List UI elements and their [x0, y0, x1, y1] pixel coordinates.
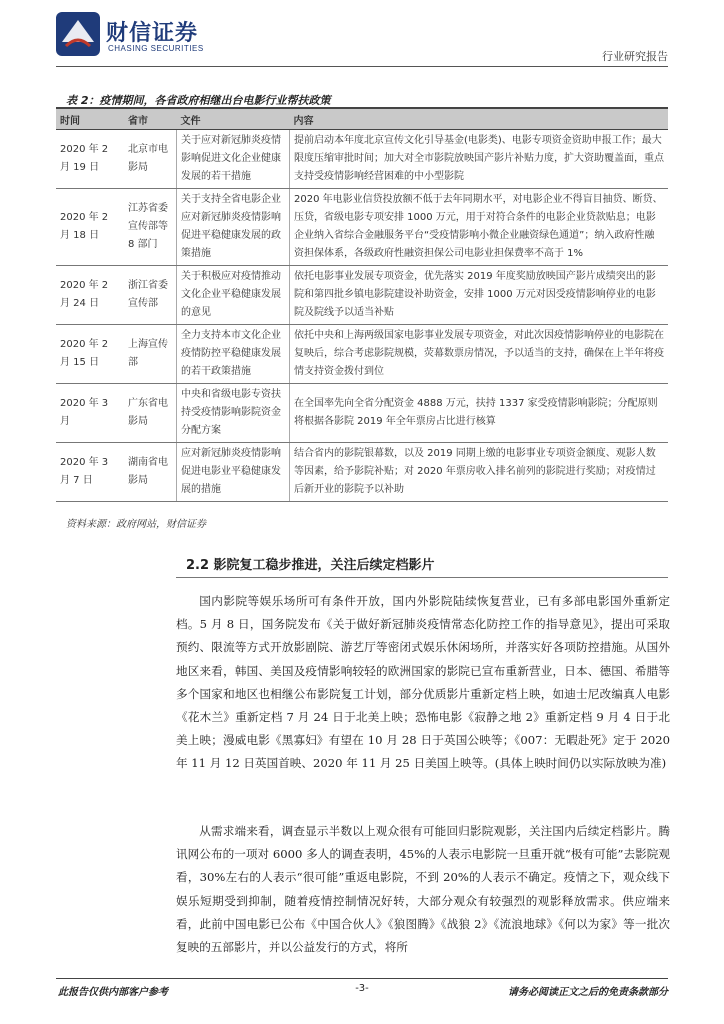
- header-divider: [56, 66, 668, 67]
- cell-time: 2020 年 2 月 19 日: [56, 130, 124, 189]
- cell-province: 上海宣传部: [124, 325, 177, 384]
- table-row: [56, 266, 668, 325]
- cell-province: 广东省电影局: [124, 384, 177, 443]
- cell-time: 2020 年 3 月 7 日: [56, 443, 124, 502]
- header-time: 时间: [56, 108, 124, 130]
- table-row: [56, 130, 668, 189]
- table-source-note: 资料来源：政府网站，财信证券: [66, 519, 206, 530]
- cell-content: 在全国率先向全省分配资金 4888 万元，扶持 1337 家受疫情影响影院；分配原则将根据各影院 2019 年全年票房占比进行核算: [290, 384, 669, 443]
- cell-province: 湖南省电影局: [124, 443, 177, 502]
- cell-province: 浙江省委宣传部: [124, 266, 177, 325]
- cell-document: 中央和省级电影专资扶持受疫情影响影院资金分配方案: [177, 384, 290, 443]
- section-heading: 2.2 影院复工稳步推进，关注后续定档影片: [186, 558, 435, 573]
- cell-province: 江苏省委宣传部等 8 部门: [124, 189, 177, 266]
- page-number: -3-: [355, 983, 369, 994]
- header-content: 内容: [290, 108, 669, 130]
- table-row: [56, 384, 668, 443]
- cell-time: 2020 年 2 月 15 日: [56, 325, 124, 384]
- cell-document: 全力支持本市文化企业疫情防控平稳健康发展的若干政策措施: [177, 325, 290, 384]
- company-name-en: CHASING SECURITIES: [108, 44, 204, 53]
- company-logo-icon: [56, 12, 100, 56]
- cell-document: 关于应对新冠肺炎疫情影响促进文化企业健康发展的若干措施: [177, 130, 290, 189]
- table-row: [56, 189, 668, 266]
- footer-disclaimer-left: 此报告仅供内部客户参考: [58, 987, 168, 998]
- footer-disclaimer-right: 请务必阅读正文之后的免责条款部分: [508, 987, 668, 998]
- footer-divider: [56, 978, 668, 979]
- cell-content: 依托电影事业发展专项资金，优先落实 2019 年度奖励放映国产影片成绩突出的影院和第四批乡镇电影院建设补助资金，安排 1000 万元对因受疫情影响停业的电影院及院线予以适当补贴: [290, 266, 669, 325]
- cell-time: 2020 年 2 月 24 日: [56, 266, 124, 325]
- cell-content: 提前启动本年度北京宣传文化引导基金(电影类)、电影专项资金资助申报工作；最大限度压缩审批时间；加大对全市影院放映国产影片补贴力度，扩大资助覆盖面，重点支持受疫情影响经营困难的中小型影院: [290, 130, 669, 189]
- cell-time: 2020 年 2 月 18 日: [56, 189, 124, 266]
- table-header-row: [56, 108, 668, 130]
- body-paragraph: 从需求端来看，调查显示半数以上观众很有可能回归影院观影，关注国内后续定档影片。腾讯网公布的一项对 6000 多人的调查表明，45%的人表示电影院一旦重开就“极有可能”去影院观看，30%左右的人表示“很可能”重返电影院，不到 20%的人表示不确定。疫情之下，观众线下娱乐短期受到抑制，随着疫情控制情况好转，大部分观众有较强烈的观影释放需求。供应端来看，此前中国电影已公布《中国合伙人》《狼图腾》《战狼 2》《流浪地球》《何以为家》等一批次复映的五部影片，并以公益发行的方式，将所: [176, 824, 670, 955]
- table-row: [56, 443, 668, 502]
- cell-content: 依托中央和上海两级国家电影事业发展专项资金，对此次因疫情影响停业的电影院在复映后，综合考虑影院规模，荧幕数票房情况，予以适当的支持，确保在上半年将疫情支持资金拨付到位: [290, 325, 669, 384]
- cell-time: 2020 年 3 月: [56, 384, 124, 443]
- header-document: 文件: [177, 108, 290, 130]
- table-caption: 表 2：疫情期间，各省政府相继出台电影行业帮扶政策: [66, 94, 331, 107]
- cell-province: 北京市电影局: [124, 130, 177, 189]
- cell-content: 结合省内的影院银幕数，以及 2019 同期上缴的电影事业专项资金额度、观影人数等因素，给予影院补贴；对 2020 年票房收入排名前列的影院进行奖励；对疫情过后新开业的影院予以补助: [290, 443, 669, 502]
- header-province: 省市: [124, 108, 177, 130]
- cell-document: 应对新冠肺炎疫情影响促进电影业平稳健康发展的措施: [177, 443, 290, 502]
- table-row: [56, 325, 668, 384]
- cell-content: 2020 年电影业信贷投放额不低于去年同期水平，对电影企业不得盲目抽贷、断贷、压贷，省级电影专项安排 1000 万元，用于对符合条件的电影企业贷款贴息；电影企业纳入省综合金融服务平台“受疫情影响小微企业融资绿色通道”；纳入政府性融资担保体系，各级政府性融资担保公司电影业担保费率不高于 1%: [290, 189, 669, 266]
- company-name-cn: 财信证券: [106, 21, 199, 46]
- body-paragraph: 国内影院等娱乐场所可有条件开放，国内外影院陆续恢复营业，已有多部电影国外重新定档。5 月 8 日，国务院发布《关于做好新冠肺炎疫情常态化防控工作的指导意见》，提出可采取预约、限流等方式开放影剧院、游艺厅等密闭式娱乐休闲场所，并落实好各项防控措施。从国外地区来看，韩国、美国及疫情影响较轻的欧洲国家的影院已宣布重新营业，日本、德国、希腊等多个国家和地区也相继公布影院复工计划，部分优质影片重新定档上映，如迪士尼改编真人电影《花木兰》重新定档 7 月 24 日于北美上映；恐怖电影《寂静之地 2》重新定档 9 月 4 日于北美上映；漫威电影《黑寡妇》有望在 10 月 28 日于英国公映等；《007：无暇赴死》定于 2020 年 11 月 12 日英国首映、2020 年 11 月 25 日美国上映等。(具体上映时间仍以实际放映为准): [176, 594, 670, 771]
- report-type-label: 行业研究报告: [602, 50, 668, 63]
- cell-document: 关于支持全省电影企业应对新冠肺炎疫情影响促进平稳健康发展的政策措施: [177, 189, 290, 266]
- section-divider: [176, 577, 668, 578]
- policy-table: [56, 107, 668, 502]
- cell-document: 关于积极应对疫情推动文化企业平稳健康发展的意见: [177, 266, 290, 325]
- page-header: [56, 10, 668, 66]
